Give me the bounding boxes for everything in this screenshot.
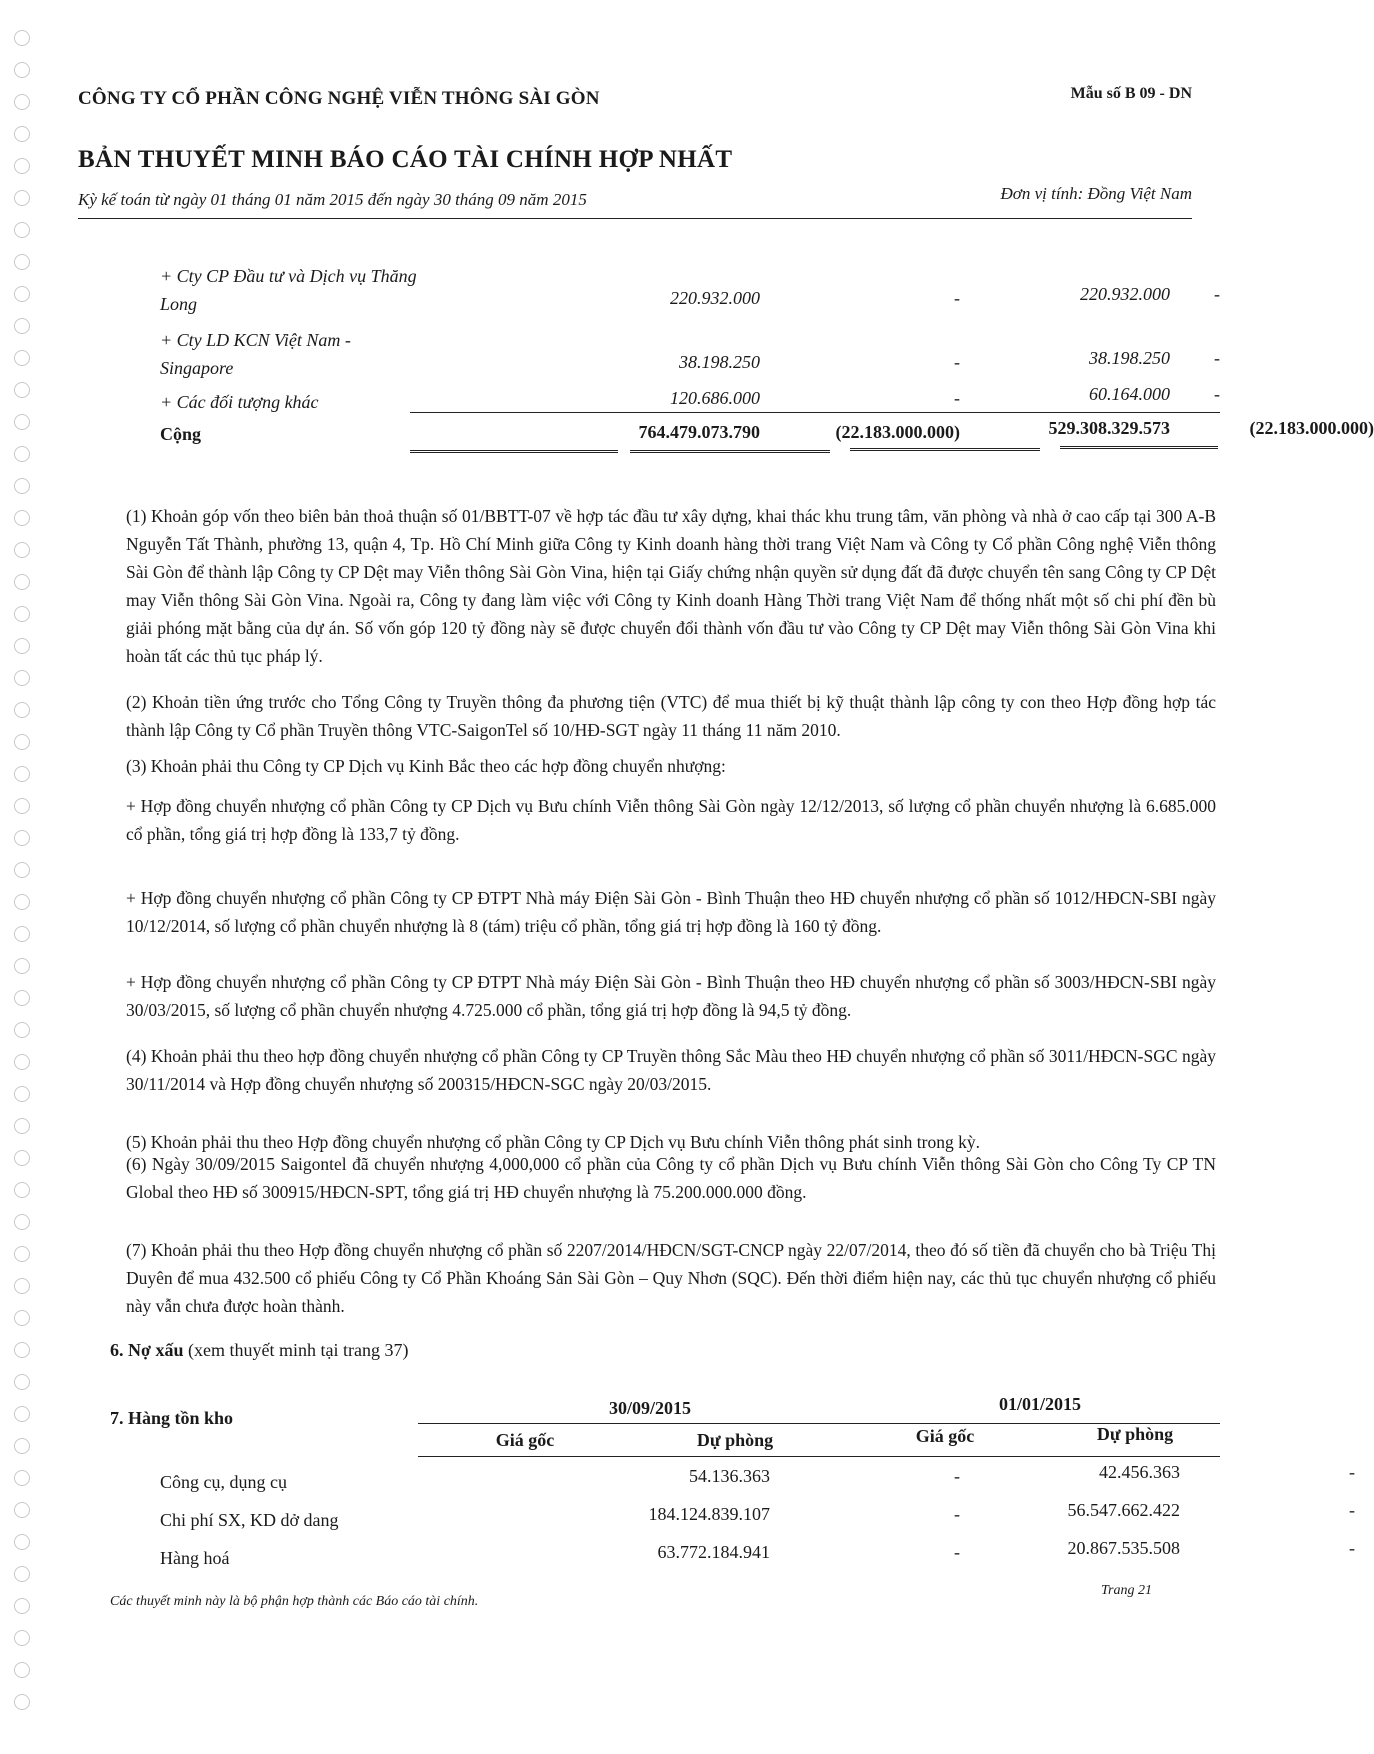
- cell-value: -: [1349, 1462, 1355, 1482]
- total-double-rule: [630, 450, 830, 453]
- total-double-rule: [1060, 446, 1218, 449]
- header-divider: [78, 218, 1192, 219]
- cell-value: -: [1349, 1500, 1355, 1520]
- note-6: (6) Ngày 30/09/2015 Saigontel đã chuyển nhượng 4,000,000 cổ phần của Công ty cổ phần Dịch vụ Bưu chính Viễn thông Sài Gòn cho Công Ty CP TN Global theo HĐ số 300915/HĐCN-SPT, tổng giá trị HĐ chuyển nhượng là 75.200.000.000 đồng.: [126, 1154, 1216, 1202]
- form-number: Mẫu số B 09 - DN: [1070, 85, 1192, 102]
- column-header: Giá gốc: [495, 1430, 555, 1450]
- cell-value: 38.198.250: [1089, 348, 1170, 368]
- total-value: 764.479.073.790: [638, 422, 760, 442]
- section-6-heading: [110, 1340, 408, 1361]
- section-number: 6.: [110, 1340, 124, 1360]
- footer-note: Các thuyết minh này là bộ phận hợp thành các Báo cáo tài chính.: [110, 1594, 479, 1609]
- column-header: Dự phòng: [1096, 1424, 1174, 1444]
- cell-value: 56.547.662.422: [1067, 1500, 1180, 1520]
- cell-value: 42.456.363: [1099, 1462, 1180, 1482]
- note-2: (2) Khoản tiền ứng trước cho Tổng Công ty Truyền thông đa phương tiện (VTC) để mua thiết bị kỹ thuật thành lập công ty con theo Hợp đồng hợp tác thành lập Công ty Cổ phần Truyền thông VTC-SaigonTel số 10/HĐ-SGT ngày 11 tháng 11 năm 2010.: [126, 692, 1216, 740]
- cell-value: 63.772.184.941: [657, 1542, 770, 1562]
- cell-value: -: [1214, 284, 1220, 304]
- note-3: (3) Khoản phải thu Công ty CP Dịch vụ Kinh Bắc theo các hợp đồng chuyển nhượng:: [126, 756, 726, 776]
- row-label: + Cty CP Đầu tư và Dịch vụ Thăng Long: [160, 266, 417, 314]
- cell-value: 220.932.000: [1080, 284, 1170, 304]
- cell-value: -: [1214, 348, 1220, 368]
- total-double-rule: [850, 448, 1040, 451]
- section-title: Nợ xấu: [128, 1340, 184, 1360]
- cell-value: 60.164.000: [1089, 384, 1170, 404]
- note-3c: + Hợp đồng chuyển nhượng cổ phần Công ty CP ĐTPT Nhà máy Điện Sài Gòn - Bình Thuận theo HĐ chuyển nhượng cổ phần số 3003/HĐCN-SBI ngày 30/03/2015, số lượng cổ phần chuyển nhượng 4.725.000 cổ phần, tổng giá trị hợp đồng là 94,5 tỷ đồng.: [126, 972, 1216, 1020]
- cell-value: -: [954, 288, 960, 308]
- binder-holes: [6, 0, 36, 1754]
- cell-value: -: [954, 1542, 960, 1562]
- column-header: Dự phòng: [696, 1430, 774, 1450]
- column-header: Giá gốc: [915, 1426, 975, 1446]
- section-number: 7.: [110, 1408, 124, 1428]
- row-label: + Cty LD KCN Việt Nam - Singapore: [160, 330, 351, 378]
- note-3a: + Hợp đồng chuyển nhượng cổ phần Công ty CP Dịch vụ Bưu chính Viễn thông Sài Gòn ngày 12/12/2013, số lượng cổ phần chuyển nhượng là 6.685.000 cổ phần, tổng giá trị hợp đồng là 133,7 tỷ đồng.: [126, 796, 1216, 844]
- total-double-rule: [410, 450, 618, 453]
- subtotal-rule: [410, 412, 1220, 413]
- cell-value: -: [1349, 1538, 1355, 1558]
- reporting-period: Kỳ kế toán từ ngày 01 tháng 01 năm 2015 đến ngày 30 tháng 09 năm 2015: [78, 190, 587, 209]
- cell-value: 20.867.535.508: [1067, 1538, 1180, 1558]
- row-label: Công cụ, dụng cụ: [160, 1472, 287, 1492]
- total-label: Cộng: [160, 424, 202, 444]
- cell-value: 38.198.250: [679, 352, 760, 372]
- cell-value: -: [954, 388, 960, 408]
- section-reference: (xem thuyết minh tại trang 37): [187, 1340, 409, 1360]
- total-value: 529.308.329.573: [1048, 418, 1170, 438]
- company-name: CÔNG TY CỔ PHẦN CÔNG NGHỆ VIỄN THÔNG SÀI GÒN: [78, 88, 600, 109]
- currency-unit: Đơn vị tính: Đồng Việt Nam: [1000, 184, 1192, 203]
- row-label: Chi phí SX, KD dở dang: [160, 1510, 339, 1530]
- row-label: Hàng hoá: [160, 1548, 230, 1568]
- cell-value: 184.124.839.107: [648, 1504, 770, 1524]
- column-date: 30/09/2015: [608, 1398, 691, 1418]
- column-date: 01/01/2015: [998, 1394, 1081, 1414]
- cell-value: -: [954, 1504, 960, 1524]
- header-rule: [418, 1456, 1220, 1457]
- note-5: (5) Khoản phải thu theo Hợp đồng chuyển nhượng cổ phần Công ty CP Dịch vụ Bưu chính Viễn thông phát sinh trong kỳ.: [126, 1132, 980, 1152]
- note-4: (4) Khoản phải thu theo hợp đồng chuyển nhượng cổ phần Công ty CP Truyền thông Sắc Màu theo HĐ chuyển nhượng cổ phần số 3011/HĐCN-SGC ngày 30/11/2014 và Hợp đồng chuyển nhượng số 200315/HĐCN-SGC ngày 20/03/2015.: [126, 1046, 1216, 1094]
- cell-value: 220.932.000: [670, 288, 760, 308]
- cell-value: -: [954, 352, 960, 372]
- cell-value: 120.686.000: [670, 388, 760, 408]
- document-title: BẢN THUYẾT MINH BÁO CÁO TÀI CHÍNH HỢP NHẤT: [78, 146, 733, 173]
- cell-value: -: [954, 1466, 960, 1486]
- cell-value: -: [1214, 384, 1220, 404]
- note-1: (1) Khoản góp vốn theo biên bản thoả thuận số 01/BBTT-07 về hợp tác đầu tư xây dựng, khai thác khu trung tâm, văn phòng và nhà ở cao cấp tại 300 A-B Nguyễn Tất Thành, phường 13, quận 4, Tp. Hồ Chí Minh giữa Công ty Kinh doanh hàng thời trang Việt Nam và Công ty Cổ phần Công nghệ Viễn thông Sài Gòn để thành lập Công ty CP Dệt may Viễn thông Sài Gòn Vina, hiện tại Giấy chứng nhận quyền sử dụng đất đã được chuyển tên sang Công ty CP Dệt may Viễn thông Sài Gòn Vina. Ngoài ra, Công ty đang làm việc với Công ty Kinh doanh Hàng Thời trang Việt Nam để thống nhất một số chi phí đền bù giải phóng mặt bằng của dự án. Số vốn góp 120 tỷ đồng này sẽ được chuyển đổi thành vốn đầu tư vào Công ty CP Dệt may Viễn thông Sài Gòn Vina khi hoàn tất các thủ tục pháp lý.: [126, 506, 1216, 666]
- cell-value: 54.136.363: [689, 1466, 770, 1486]
- section-title: Hàng tồn kho: [128, 1408, 234, 1428]
- page-number: Trang 21: [1101, 1583, 1152, 1598]
- section-7-heading: [110, 1408, 233, 1429]
- note-3b: + Hợp đồng chuyển nhượng cổ phần Công ty CP ĐTPT Nhà máy Điện Sài Gòn - Bình Thuận theo HĐ chuyển nhượng cổ phần số 1012/HĐCN-SBI ngày 10/12/2014, số lượng cổ phần chuyển nhượng là 8 (tám) triệu cổ phần, tổng giá trị hợp đồng là 160 tỷ đồng.: [126, 888, 1216, 936]
- note-7: (7) Khoản phải thu theo Hợp đồng chuyển nhượng cổ phần số 2207/2014/HĐCN/SGT-CNCP ngày 22/07/2014, theo đó số tiền đã chuyển cho bà Triệu Thị Duyên để mua 432.500 cổ phiếu Công ty Cổ Phần Khoáng Sản Sài Gòn – Quy Nhơn (SQC). Đến thời điểm hiện nay, các thủ tục chuyển nhượng cổ phiếu này vẫn chưa được hoàn thành.: [126, 1240, 1216, 1316]
- row-label: + Các đối tượng khác: [160, 392, 319, 412]
- total-value: (22.183.000.000): [1249, 418, 1374, 438]
- total-value: (22.183.000.000): [835, 422, 960, 442]
